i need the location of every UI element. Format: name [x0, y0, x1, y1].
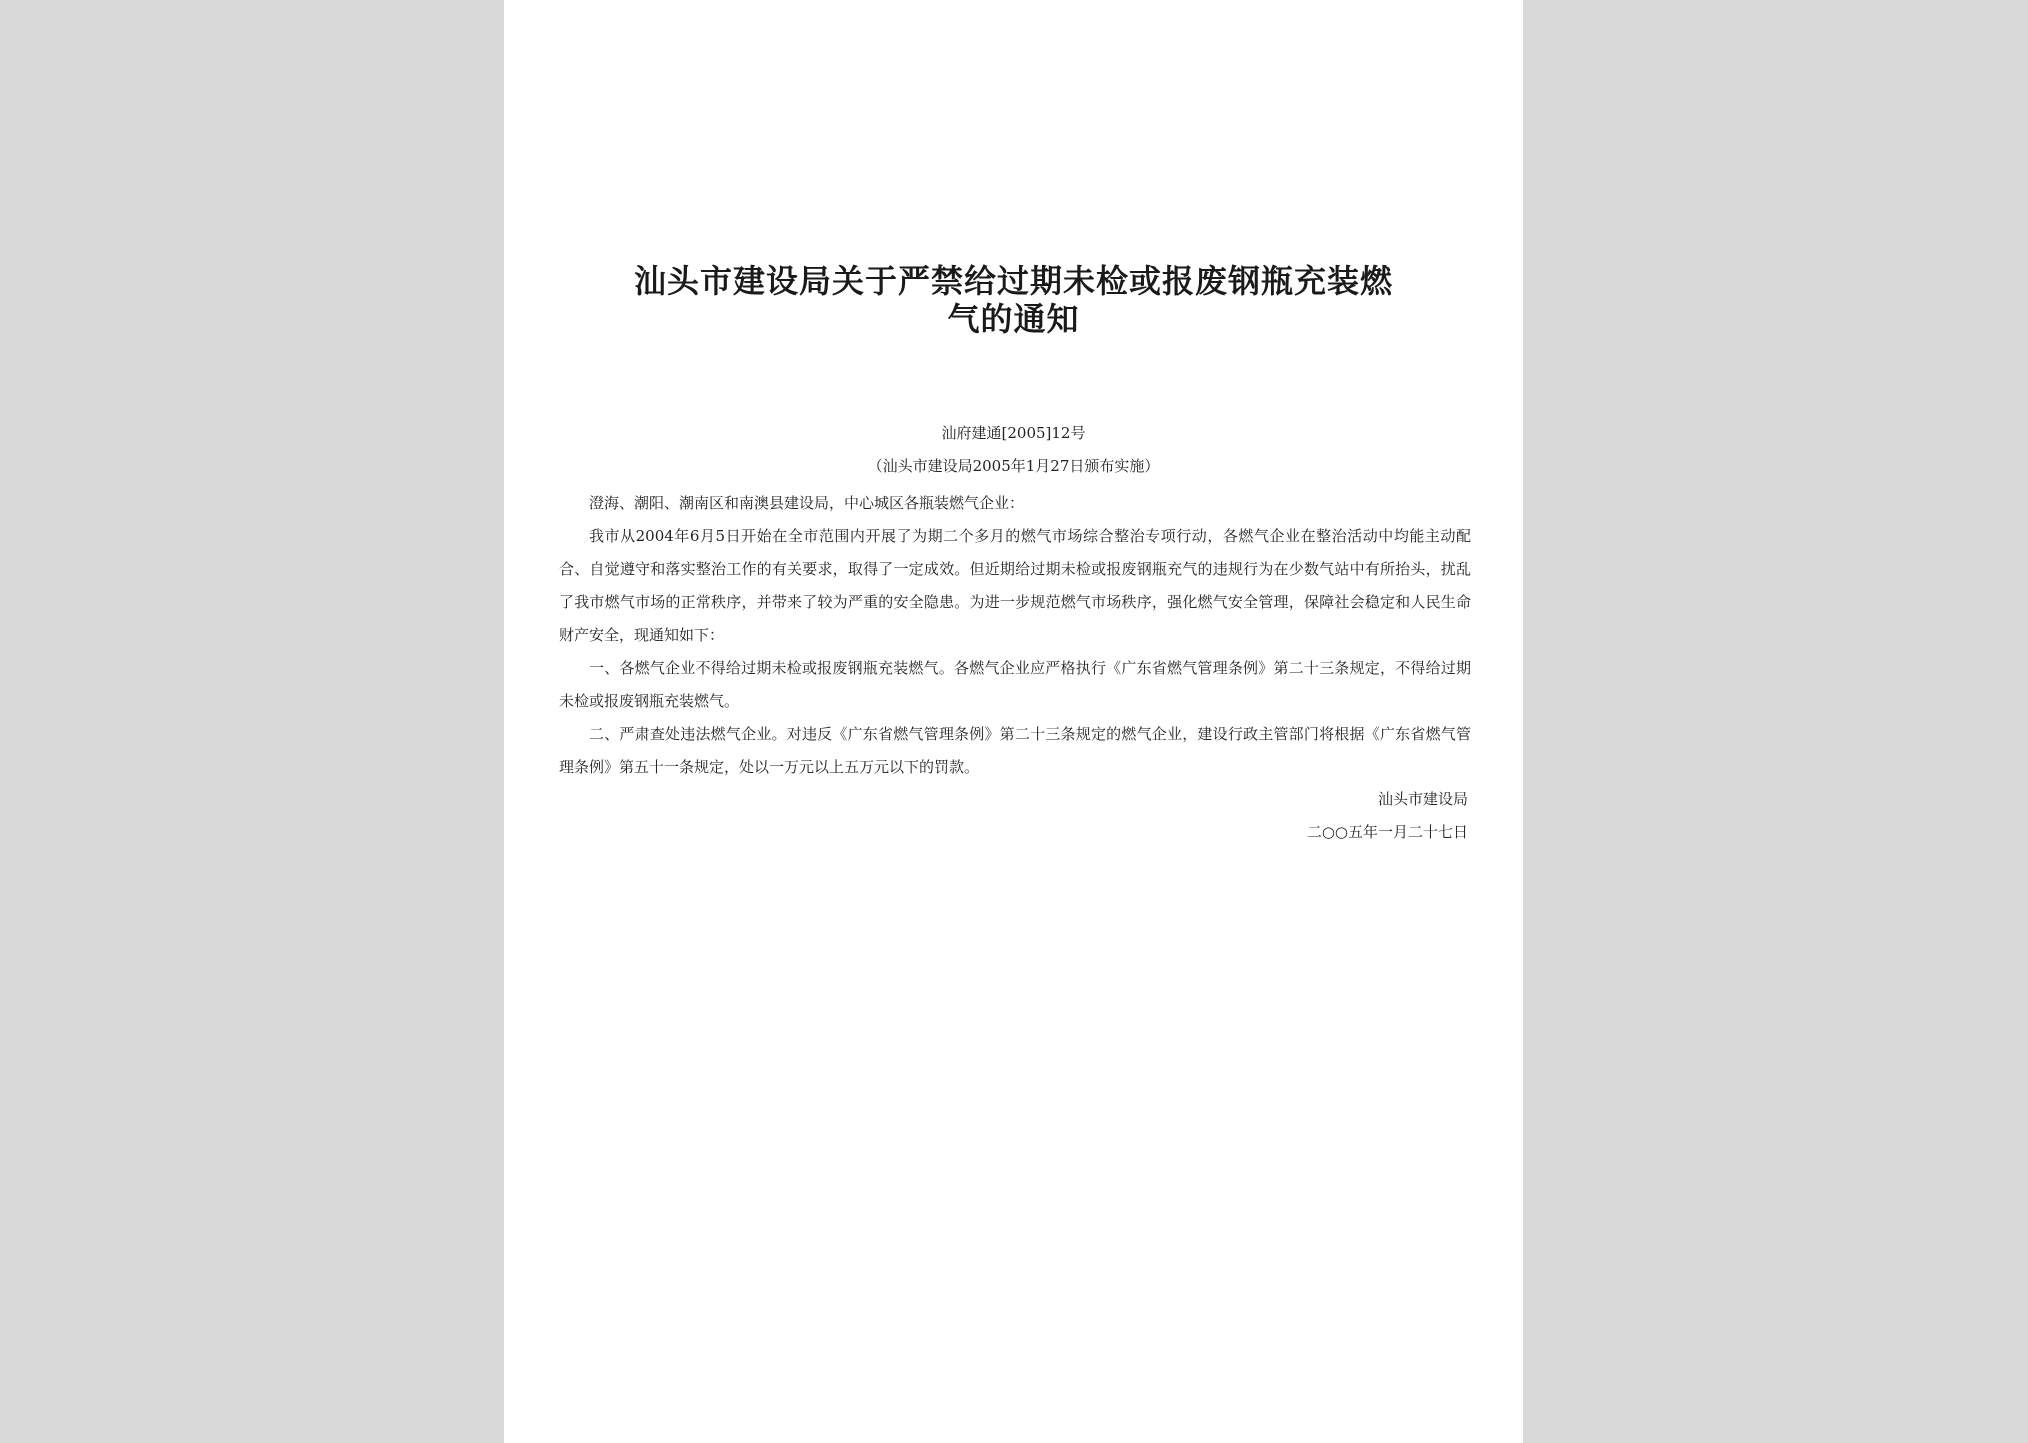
- title-line-2: 气的通知: [947, 300, 1080, 338]
- document-page: [504, 0, 1523, 1443]
- body-item-1: 一、各燃气企业不得给过期未检或报废钢瓶充装燃气。各燃气企业应严格执行《广东省燃气管理条例》第二十三条规定，不得给过期未检或报废钢瓶充装燃气。: [559, 659, 1471, 710]
- document-number: 汕府建通[2005]12号: [941, 424, 1086, 442]
- document-body: [559, 487, 1471, 784]
- sign-date: 二○○五年一月二十七日: [1306, 823, 1468, 841]
- document-title: [584, 262, 1443, 338]
- title-line-1: 汕头市建设局关于严禁给过期未检或报废钢瓶充装燃: [633, 262, 1393, 300]
- signature-block: [1307, 783, 1468, 849]
- addressee: 澄海、潮阳、潮南区和南澳县建设局，中心城区各瓶装燃气企业：: [589, 494, 1025, 512]
- body-paragraph-1: 我市从2004年6月5日开始在全市范围内开展了为期二个多月的燃气市场综合整治专项行动，各燃气企业在整治活动中均能主动配合、自觉遵守和落实整治工作的有关要求，取得了一定成效。但近期给过期未检或报废钢瓶充气的违规行为在少数气站中有所抬头，扰乱了我市燃气市场的正常秩序，并带来了较为严重的安全隐患。为进一步规范燃气市场秩序，强化燃气安全管理，保障社会稳定和人民生命财产安全，现通知如下：: [559, 527, 1471, 644]
- issued-note: （汕头市建设局2005年1月27日颁布实施）: [867, 457, 1160, 475]
- body-item-2: 二、严肃查处违法燃气企业。对违反《广东省燃气管理条例》第二十三条规定的燃气企业，建设行政主管部门将根据《广东省燃气管理条例》第五十一条规定，处以一万元以上五万元以下的罚款。: [559, 725, 1471, 776]
- signer: 汕头市建设局: [1377, 790, 1468, 808]
